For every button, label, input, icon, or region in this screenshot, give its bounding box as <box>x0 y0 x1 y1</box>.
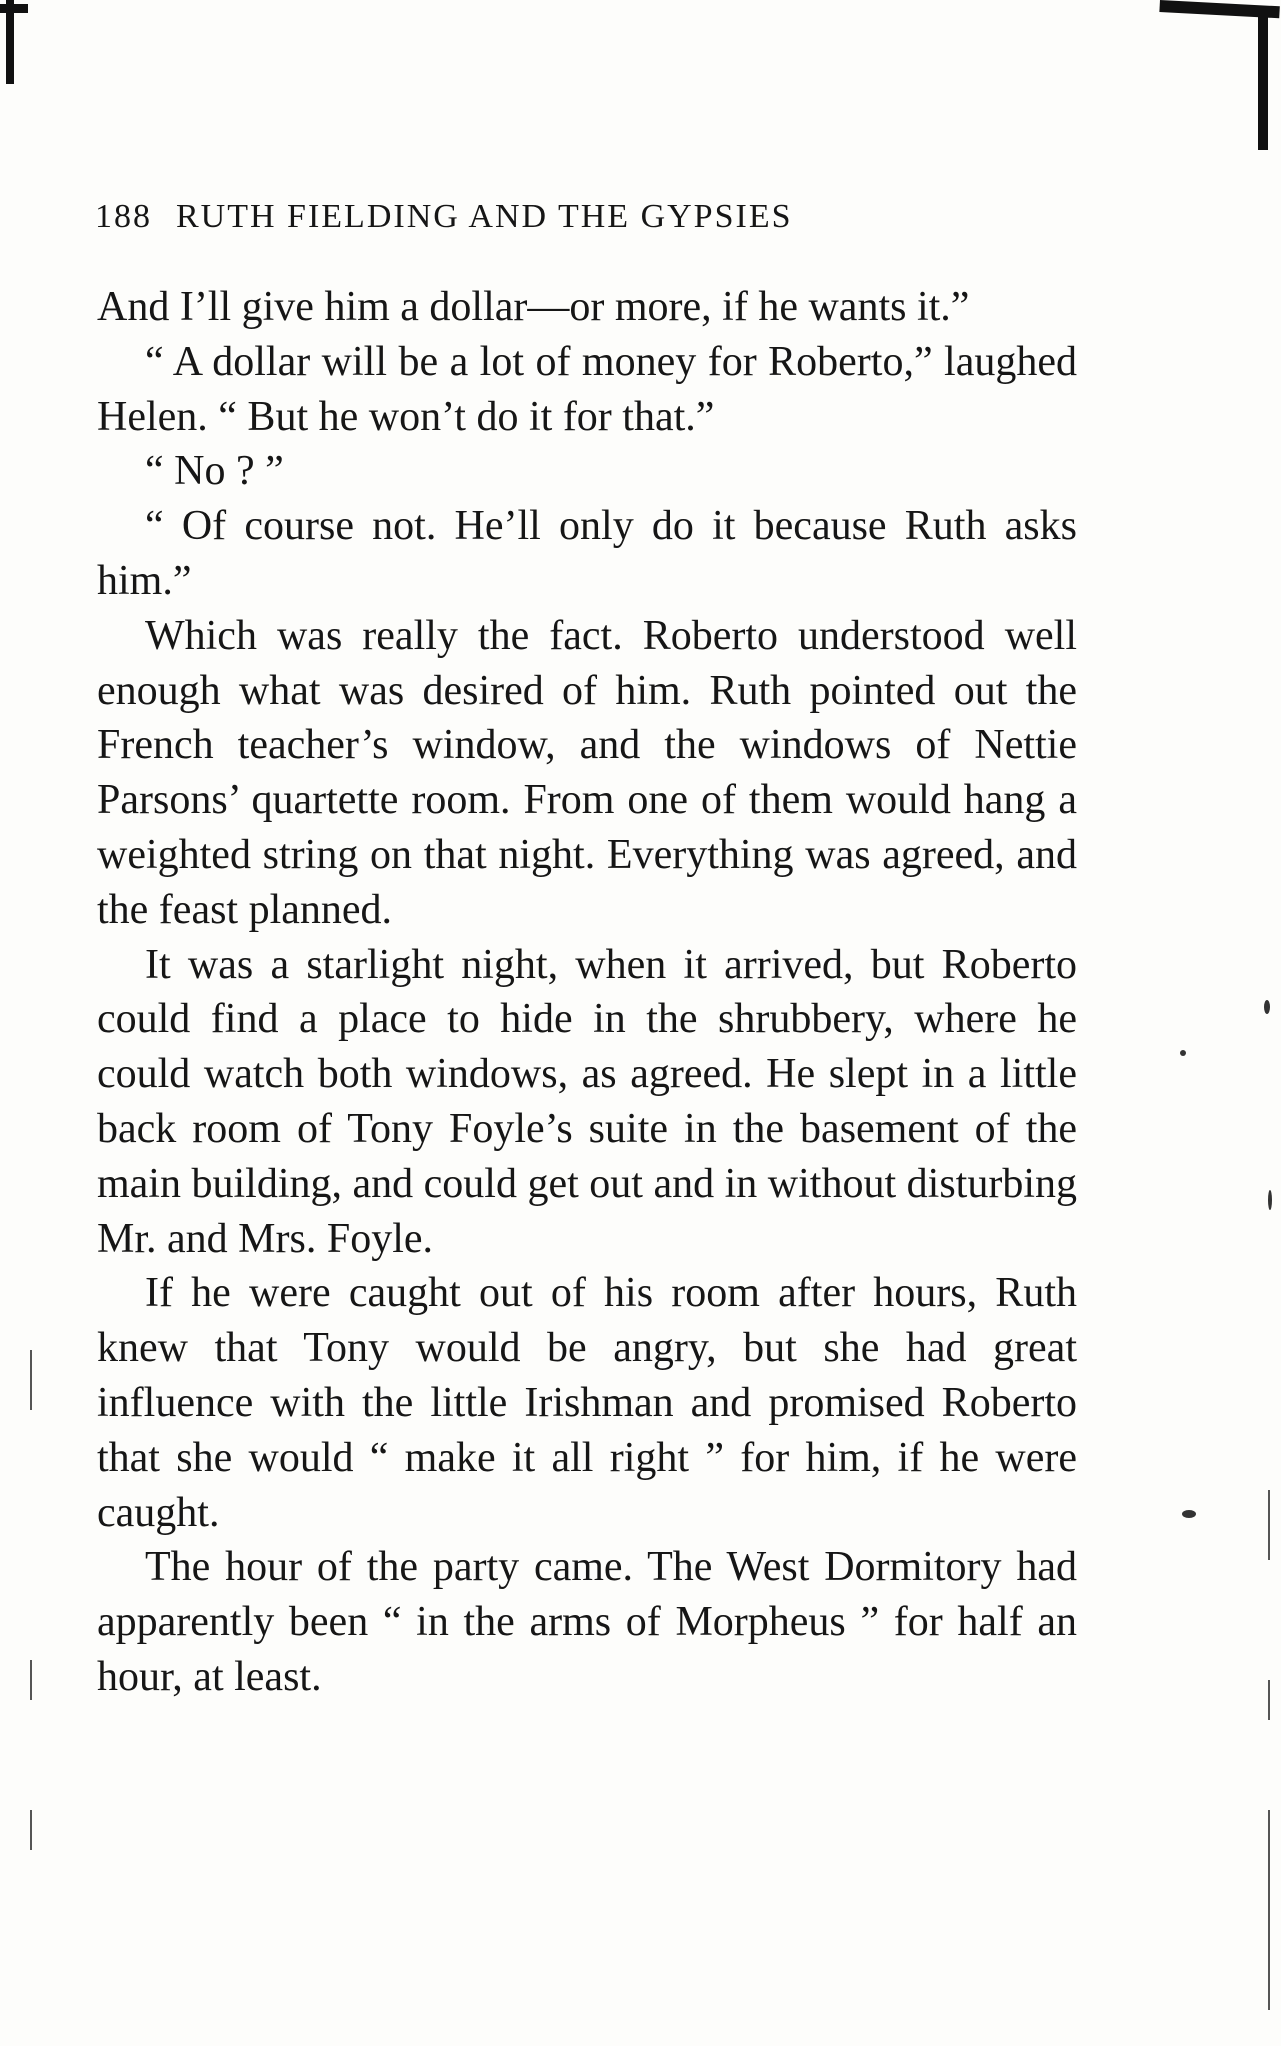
paragraph: And I’ll give him a dollar—or more, if he wants it.” <box>97 284 970 330</box>
running-header <box>95 198 995 248</box>
scan-speck <box>1182 1510 1196 1518</box>
scan-speck <box>1268 1190 1272 1210</box>
scan-edge-line <box>30 1350 32 1410</box>
scan-speck <box>1264 1000 1270 1014</box>
paragraph: “ No ? ” <box>145 448 284 495</box>
scan-edge-line <box>1268 1490 1270 1560</box>
scan-speck <box>1180 1050 1186 1056</box>
running-title: RUTH FIELDING AND THE GYPSIES <box>176 198 793 235</box>
body-text <box>97 280 1077 1705</box>
scan-edge-line <box>1268 1810 1270 2010</box>
paragraph: The hour of the party came. The West Dormitory had apparently been “ in the arms of Morpheus ” for half an hour, at least. <box>97 1544 1077 1700</box>
paragraph: “ A dollar will be a lot of money for Roberto,” laughed Helen. “ But he won’t do it for that.” <box>97 338 1077 440</box>
scan-edge-mark <box>0 4 28 13</box>
scan-edge-line <box>30 1810 32 1850</box>
paragraph: It was a starlight night, when it arrived, but Roberto could find a place to hide in the shrubbery, where he could watch both windows, as agreed. He slept in a little back room of Tony Foyle’s suite in the basement of the main building, and could get out and in without disturbing Mr. and Mrs. Foyle. <box>97 941 1077 1262</box>
scan-edge-line <box>30 1660 32 1700</box>
paragraph: If he were caught out of his room after hours, Ruth knew that Tony would be angry, but she had great influence with the little Irishman and promised Roberto that she would “ make it all right ” for him, if he were caught. <box>97 1270 1077 1536</box>
paragraph: Which was really the fact. Roberto understood well enough what was desired of him. Ruth pointed out the French teacher’s window, and the windows of Nettie Parsons’ quartette room. From one of them would hang a weighted string on that night. Everything was agreed, and the feast planned. <box>97 612 1077 933</box>
scan-edge-line <box>1268 1680 1270 1720</box>
paragraph: “ Of course not. He’ll only do it because Ruth asks him.” <box>97 503 1077 604</box>
page-number: 188 <box>95 198 152 235</box>
scan-edge-mark <box>1258 10 1268 150</box>
